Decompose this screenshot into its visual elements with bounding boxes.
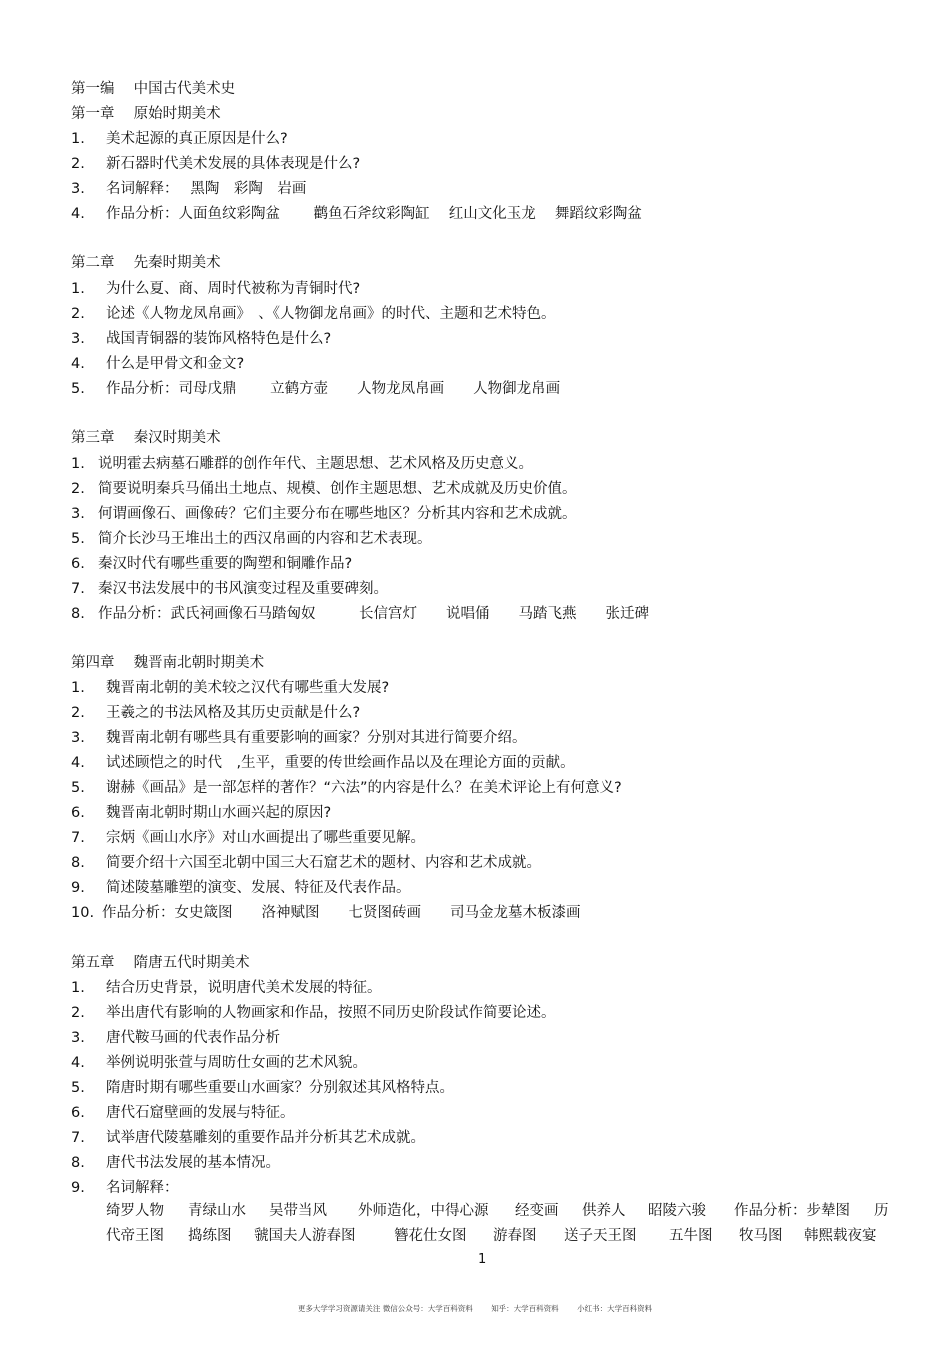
list-item xyxy=(71,204,642,224)
list-item xyxy=(71,903,581,923)
list-item xyxy=(71,778,622,798)
item-number: 5. xyxy=(71,1080,85,1096)
item-text: 结合历史背景，说明唐代美术发展的特征。 xyxy=(106,980,382,996)
item-text: 王羲之的书法风格及其历史贡献是什么? xyxy=(106,705,361,721)
item-number: 7. xyxy=(71,1130,85,1146)
item-number: 1. xyxy=(71,131,85,147)
item-text: 魏晋南北朝有哪些具有重要影响的画家？分别对其进行简要介绍。 xyxy=(106,730,527,746)
item-text: 作品分析：司母戊鼎 立鹤方壶 人物龙凤帛画 人物御龙帛画 xyxy=(106,381,561,397)
list-item xyxy=(71,728,527,748)
item-text: 作品分析：女史箴图 洛神赋图 七贤图砖画 司马金龙墓木板漆画 xyxy=(102,905,581,921)
list-item xyxy=(71,1128,425,1148)
item-text: 名词解释： 黑陶 彩陶 岩画 xyxy=(106,181,307,197)
item-number: 7. xyxy=(71,830,85,846)
term: 吴带当风 xyxy=(269,1203,327,1219)
item-text: 说明霍去病墓石雕群的创作年代、主题思想、艺术风格及历史意义。 xyxy=(98,456,533,472)
list-item xyxy=(71,354,244,374)
part-title: 第一编 中国古代美术史 xyxy=(71,81,236,97)
item-text: 论述《人物龙凤帛画》 、《人物御龙帛画》的时代、主题和艺术特色。 xyxy=(106,306,556,322)
list-item xyxy=(71,978,382,998)
item-text: 战国青铜器的装饰风格特色是什么? xyxy=(106,331,332,347)
chapter-5-title: 第五章 隋唐五代时期美术 xyxy=(71,955,250,971)
term: 簪花仕女图 xyxy=(394,1228,467,1244)
item-number: 3. xyxy=(71,1030,85,1046)
item-number: 5. xyxy=(71,531,85,547)
list-item xyxy=(71,1178,179,1198)
term: 外师造化，中得心源 xyxy=(358,1203,489,1219)
item-number: 9. xyxy=(71,880,85,896)
item-number: 1. xyxy=(71,680,85,696)
item-text: 作品分析：武氏祠画像石马踏匈奴 长信宫灯 说唱俑 马踏飞燕 张迁碑 xyxy=(98,606,649,622)
item-text: 举出唐代有影响的人物画家和作品，按照不同历史阶段试作简要论述。 xyxy=(106,1005,556,1021)
item-text: 新石器时代美术发展的具体表现是什么? xyxy=(106,156,361,172)
list-item xyxy=(71,1028,280,1048)
item-text: 美术起源的真正原因是什么? xyxy=(106,131,288,147)
item-number: 1. xyxy=(71,456,85,472)
item-text: 什么是甲骨文和金文? xyxy=(106,356,245,372)
item-text: 简介长沙马王堆出土的西汉帛画的内容和艺术表现。 xyxy=(98,531,432,547)
list-item xyxy=(71,304,556,324)
item-number: 2. xyxy=(71,306,85,322)
list-item xyxy=(71,179,306,199)
item-number: 3. xyxy=(71,181,85,197)
item-text: 秦汉时代有哪些重要的陶塑和铜雕作品? xyxy=(98,556,353,572)
list-item xyxy=(71,753,575,773)
list-item xyxy=(71,154,360,174)
item-number: 10. xyxy=(71,905,95,921)
term: 牧马图 xyxy=(739,1228,783,1244)
item-text: 简要说明秦兵马俑出土地点、规模、创作主题思想、艺术成就及历史价值。 xyxy=(98,481,577,497)
chapter-4-title: 第四章 魏晋南北朝时期美术 xyxy=(71,655,265,671)
item-text: 唐代鞍马画的代表作品分析 xyxy=(106,1030,280,1046)
term: 作品分析：步辇图 xyxy=(734,1203,850,1219)
footer xyxy=(0,1303,950,1314)
item-number: 8. xyxy=(71,606,85,622)
term: 虢国夫人游春图 xyxy=(254,1228,356,1244)
item-number: 5. xyxy=(71,381,85,397)
term: 青绿山水 xyxy=(188,1203,246,1219)
footer-wechat: 更多大学学习资源请关注 微信公众号：大学百科资料 xyxy=(297,1304,473,1313)
item-number: 5. xyxy=(71,780,85,796)
item-number: 3. xyxy=(71,730,85,746)
term: 历 xyxy=(874,1203,889,1219)
item-number: 4. xyxy=(71,206,85,222)
list-item xyxy=(71,479,577,499)
list-item xyxy=(71,454,533,474)
term: 五牛图 xyxy=(669,1228,713,1244)
list-item xyxy=(71,703,360,723)
list-item xyxy=(71,279,360,299)
item-text: 为什么夏、商、周时代被称为青铜时代? xyxy=(106,281,361,297)
list-item xyxy=(71,604,649,624)
term: 韩熙载夜宴 xyxy=(804,1228,877,1244)
item-number: 2. xyxy=(71,156,85,172)
list-item xyxy=(71,878,411,898)
item-number: 8. xyxy=(71,1155,85,1171)
item-number: 1. xyxy=(71,281,85,297)
term: 代帝王图 xyxy=(106,1228,164,1244)
item-text: 试述顾恺之的时代 ,生平，重要的传世绘画作品以及在理论方面的贡献。 xyxy=(106,755,575,771)
list-item xyxy=(71,678,389,698)
item-number: 6. xyxy=(71,556,85,572)
item-text: 唐代书法发展的基本情况。 xyxy=(106,1155,280,1171)
item-number: 2. xyxy=(71,1005,85,1021)
item-number: 4. xyxy=(71,755,85,771)
list-item xyxy=(71,529,432,549)
chapter-3-title: 第三章 秦汉时期美术 xyxy=(71,430,221,446)
list-item xyxy=(71,1103,295,1123)
term: 昭陵六骏 xyxy=(648,1203,706,1219)
footer-xiaohongshu: 小红书：大学百科资料 xyxy=(577,1304,653,1313)
term: 送子天王图 xyxy=(564,1228,637,1244)
item-number: 6. xyxy=(71,1105,85,1121)
item-text: 魏晋南北朝的美术较之汉代有哪些重大发展? xyxy=(106,680,390,696)
list-item xyxy=(71,129,288,149)
item-number: 9. xyxy=(71,1180,85,1196)
page-number: 1 xyxy=(478,1252,487,1267)
item-text: 简要介绍十六国至北朝中国三大石窟艺术的题材、内容和艺术成就。 xyxy=(106,855,541,871)
item-number: 4. xyxy=(71,356,85,372)
term: 经变画 xyxy=(515,1203,559,1219)
list-item xyxy=(71,1153,280,1173)
term: 游春图 xyxy=(493,1228,537,1244)
item-text: 名词解释： xyxy=(106,1180,179,1196)
item-number: 1. xyxy=(71,980,85,996)
item-text: 秦汉书法发展中的书风演变过程及重要碑刻。 xyxy=(98,581,388,597)
item-number: 4. xyxy=(71,1055,85,1071)
term: 供养人 xyxy=(582,1203,626,1219)
list-item xyxy=(71,554,352,574)
item-number: 6. xyxy=(71,805,85,821)
item-text: 简述陵墓雕塑的演变、发展、特征及代表作品。 xyxy=(106,880,411,896)
item-text: 宗炳《画山水序》对山水画提出了哪些重要见解。 xyxy=(106,830,425,846)
list-item xyxy=(71,504,577,524)
item-text: 隋唐时期有哪些重要山水画家？分别叙述其风格特点。 xyxy=(106,1080,454,1096)
chapter-2-title: 第二章 先秦时期美术 xyxy=(71,255,221,271)
term: 绮罗人物 xyxy=(106,1203,164,1219)
list-item xyxy=(71,853,541,873)
list-item xyxy=(71,329,331,349)
item-text: 作品分析：人面鱼纹彩陶盆 鹳鱼石斧纹彩陶缸 红山文化玉龙 舞蹈纹彩陶盆 xyxy=(106,206,642,222)
list-item xyxy=(71,1078,454,1098)
item-text: 试举唐代陵墓雕刻的重要作品并分析其艺术成就。 xyxy=(106,1130,425,1146)
footer-zhihu: 知乎：大学百科资料 xyxy=(491,1304,559,1313)
item-text: 举例说明张萱与周昉仕女画的艺术风貌。 xyxy=(106,1055,367,1071)
item-text: 谢赫《画品》是一部怎样的著作？“六法”的内容是什么？在美术评论上有何意义? xyxy=(106,780,622,796)
list-item xyxy=(71,579,388,599)
item-number: 8. xyxy=(71,855,85,871)
item-number: 3. xyxy=(71,506,85,522)
list-item xyxy=(71,379,560,399)
item-number: 7. xyxy=(71,581,85,597)
item-text: 魏晋南北朝时期山水画兴起的原因? xyxy=(106,805,332,821)
chapter-1-title: 第一章 原始时期美术 xyxy=(71,106,221,122)
list-item xyxy=(71,803,331,823)
list-item xyxy=(71,828,425,848)
item-number: 3. xyxy=(71,331,85,347)
item-text: 唐代石窟壁画的发展与特征。 xyxy=(106,1105,295,1121)
item-text: 何谓画像石、画像砖？它们主要分布在哪些地区？分析其内容和艺术成就。 xyxy=(98,506,577,522)
item-number: 2. xyxy=(71,705,85,721)
item-number: 2. xyxy=(71,481,85,497)
term: 捣练图 xyxy=(188,1228,232,1244)
list-item xyxy=(71,1053,367,1073)
list-item xyxy=(71,1003,556,1023)
